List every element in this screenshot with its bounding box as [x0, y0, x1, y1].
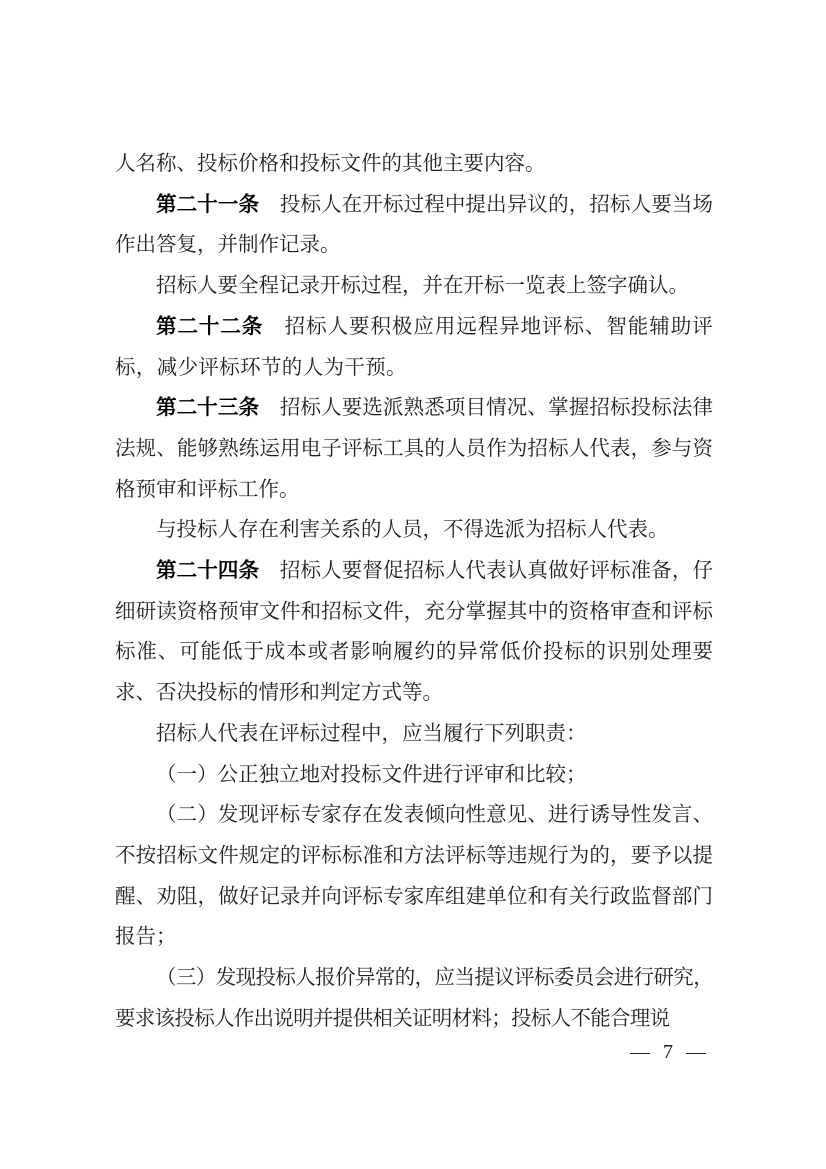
paragraph	[115, 755, 713, 796]
paragraph	[115, 510, 713, 551]
paragraph	[115, 266, 713, 307]
paragraph	[115, 714, 713, 755]
paragraph	[115, 307, 713, 388]
paragraph-text: （二）发现评标专家存在发表倾向性意见、进行诱导性发言、不按招标文件规定的评标标准和方法评标等违规行为的，要予以提醒、劝阻，做好记录并向评标专家库组建单位和有关行政监督部门报告；	[115, 804, 713, 949]
page-number: — 7 —	[630, 1041, 707, 1063]
paragraph-text: 人名称、投标价格和投标文件的其他主要内容。	[115, 153, 546, 175]
paragraph-text: 招标人要督促招标人代表认真做好评标准备，仔细研读资格预审文件和招标文件，充分掌握其中的资格审查和评标标准、可能低于成本或者影响履约的异常低价投标的识别处理要求、否决投标的情形和判定方式等。	[115, 560, 714, 705]
paragraph-text: 招标人要积极应用远程异地评标、智能辅助评标，减少评标环节的人为干预。	[115, 315, 713, 379]
paragraph-text: 投标人在开标过程中提出异议的，招标人要当场作出答复，并制作记录。	[115, 193, 714, 257]
paragraph-text: （三）发现投标人报价异常的，应当提议评标委员会进行研究，要求该投标人作出说明并提供相关证明材料；投标人不能合理说	[115, 967, 713, 1030]
article-number: 第二十三条	[156, 397, 260, 420]
paragraph-text: （一）公正独立地对投标文件进行评审和比较；	[156, 763, 587, 786]
document-body	[115, 144, 713, 1039]
paragraph	[115, 388, 713, 510]
article-number: 第二十一条	[156, 193, 260, 216]
page-footer	[630, 1038, 707, 1066]
paragraph	[115, 551, 713, 714]
paragraph	[115, 795, 713, 958]
paragraph	[115, 958, 713, 1039]
paragraph-text: 招标人要全程记录开标过程，并在开标一览表上签字确认。	[156, 275, 689, 298]
paragraph-text: 与投标人存在利害关系的人员，不得选派为招标人代表。	[156, 519, 669, 542]
paragraph	[115, 144, 713, 185]
paragraph-text: 招标人要选派熟悉项目情况、掌握招标投标法律法规、能够熟练运用电子评标工具的人员作为招标人代表，参与资格预审和评标工作。	[115, 397, 714, 501]
article-number: 第二十四条	[156, 560, 260, 583]
article-number: 第二十二条	[156, 315, 264, 338]
paragraph-text: 招标人代表在评标过程中，应当履行下列职责：	[156, 722, 587, 745]
paragraph	[115, 185, 713, 266]
